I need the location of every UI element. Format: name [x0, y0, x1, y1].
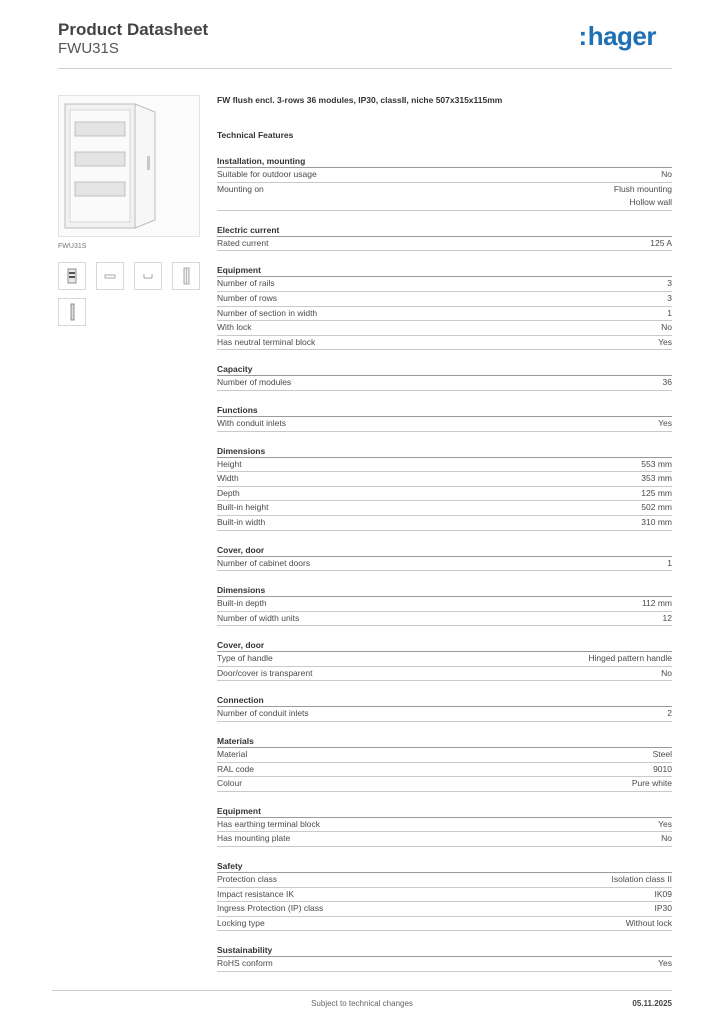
feature-value-text: Yes [658, 818, 672, 829]
feature-row [217, 472, 672, 487]
feature-row [217, 237, 672, 252]
feature-value-text: IP30 [654, 903, 672, 914]
feature-label: Number of section in width [217, 307, 318, 318]
feature-value [614, 183, 672, 210]
feature-section [217, 544, 672, 572]
feature-label: Has mounting plate [217, 833, 291, 844]
feature-value-text: Hollow wall [629, 197, 672, 208]
thumbnail-rear-view[interactable] [172, 262, 200, 290]
section-title: Capacity [217, 363, 672, 376]
feature-section [217, 860, 672, 931]
feature-value-text: 1 [667, 307, 672, 318]
feature-value-text: 3 [667, 278, 672, 289]
section-title: Functions [217, 404, 672, 417]
feature-value-text: No [661, 322, 672, 333]
feature-value-text: 3 [667, 292, 672, 303]
feature-row [217, 458, 672, 473]
feature-value [588, 652, 672, 666]
feature-label: Number of conduit inlets [217, 708, 309, 719]
feature-value [663, 376, 672, 390]
feature-value [667, 307, 672, 321]
feature-label: Door/cover is transparent [217, 667, 313, 678]
feature-value [661, 321, 672, 335]
feature-value [667, 277, 672, 291]
feature-section [217, 155, 672, 211]
feature-value-text: 112 mm [641, 598, 672, 609]
feature-value [650, 237, 672, 251]
product-code: FWU31S [58, 40, 119, 57]
product-image [58, 95, 200, 237]
feature-row [217, 501, 672, 516]
feature-sections [217, 155, 672, 972]
feature-label: Mounting on [217, 183, 264, 194]
feature-section [217, 445, 672, 531]
feature-label: Height [217, 458, 242, 469]
feature-value [661, 832, 672, 846]
feature-row [217, 321, 672, 336]
section-title: Electric current [217, 224, 672, 237]
image-caption: FWU31S [58, 243, 87, 250]
feature-row [217, 183, 672, 211]
feature-value-text: Hinged pattern handle [588, 653, 672, 664]
feature-value [641, 516, 672, 530]
feature-row [217, 873, 672, 888]
feature-value [663, 612, 672, 626]
feature-value [658, 336, 672, 350]
feature-row [217, 277, 672, 292]
section-title: Equipment [217, 805, 672, 818]
feature-value-text: No [661, 169, 672, 179]
section-title: Cover, door [217, 544, 672, 557]
feature-value-text: Flush mounting [613, 183, 672, 194]
feature-row [217, 917, 672, 932]
feature-value-text: 9010 [653, 763, 672, 774]
section-title: Equipment [217, 264, 672, 277]
thumbnail-profile-view[interactable] [58, 298, 86, 326]
feature-value-text: IK09 [654, 888, 672, 899]
brand-logo: :hager [578, 21, 656, 51]
feature-label: With conduit inlets [217, 417, 286, 428]
feature-value [641, 458, 672, 472]
thumbnail-side-view[interactable] [134, 262, 162, 290]
feature-section [217, 694, 672, 722]
feature-section [217, 639, 672, 681]
feature-row [217, 597, 672, 612]
feature-value-text: Isolation class II [611, 874, 672, 885]
feature-value-text: Steel [652, 749, 672, 760]
page-header [58, 20, 672, 70]
feature-value [641, 487, 672, 501]
feature-label: Locking type [217, 917, 265, 928]
feature-label: Built-in width [217, 516, 266, 527]
feature-label: Has neutral terminal block [217, 336, 316, 347]
feature-value-text: Without lock [625, 917, 672, 928]
feature-value-text: Yes [658, 958, 672, 969]
feature-section [217, 363, 672, 391]
feature-label: Number of rails [217, 278, 275, 289]
feature-row [217, 376, 672, 391]
feature-row [217, 336, 672, 351]
feature-value-text: 353 mm [641, 473, 672, 484]
feature-value [667, 707, 672, 721]
thumbnail-front-view[interactable] [58, 262, 86, 290]
feature-label: Protection class [217, 874, 277, 885]
feature-label: Built-in height [217, 502, 269, 513]
product-description: FW flush encl. 3-rows 36 modules, IP30, classII, niche 507x315x115mm [217, 95, 503, 105]
feature-row [217, 832, 672, 847]
feature-value [612, 873, 672, 887]
feature-value [661, 667, 672, 681]
feature-row [217, 417, 672, 432]
feature-value-text: Pure white [631, 778, 672, 789]
feature-label: Width [217, 473, 239, 484]
feature-row [217, 777, 672, 792]
feature-value [632, 777, 672, 791]
header-divider [58, 68, 672, 69]
feature-value [655, 888, 673, 902]
feature-value [626, 917, 672, 931]
feature-row [217, 957, 672, 972]
feature-section [217, 944, 672, 972]
feature-value-text: Yes [658, 417, 672, 428]
feature-label: Built-in depth [217, 598, 267, 609]
feature-row [217, 516, 672, 531]
feature-label: With lock [217, 322, 252, 333]
feature-row [217, 612, 672, 627]
feature-section [217, 584, 672, 626]
feature-label: Type of handle [217, 653, 273, 664]
feature-value-text: 36 [662, 377, 672, 388]
feature-label: Number of width units [217, 612, 300, 623]
feature-label: Suitable for outdoor usage [217, 169, 317, 179]
feature-value-text: 553 mm [641, 458, 672, 469]
feature-section [217, 735, 672, 792]
feature-value-text: 2 [667, 708, 672, 719]
section-title: Dimensions [217, 445, 672, 458]
feature-section [217, 224, 672, 252]
thumbnail-top-view[interactable] [96, 262, 124, 290]
feature-row [217, 487, 672, 502]
feature-label: Has earthing terminal block [217, 818, 320, 829]
section-title: Dimensions [217, 584, 672, 597]
feature-value [655, 902, 673, 916]
feature-label: Rated current [217, 237, 269, 248]
feature-row [217, 818, 672, 833]
feature-label: Ingress Protection (IP) class [217, 903, 324, 914]
page-title: Product Datasheet [58, 20, 209, 39]
feature-label: Number of cabinet doors [217, 557, 311, 568]
feature-section [217, 264, 672, 350]
feature-row [217, 707, 672, 722]
feature-label: RoHS conform [217, 958, 273, 969]
feature-value [641, 501, 672, 515]
feature-row [217, 763, 672, 778]
feature-value-text: Yes [658, 336, 672, 347]
feature-value-text: No [661, 667, 672, 678]
feature-label: Number of rows [217, 292, 277, 303]
feature-row [217, 667, 672, 682]
feature-row [217, 168, 672, 183]
feature-row [217, 307, 672, 322]
feature-row [217, 902, 672, 917]
feature-row [217, 557, 672, 572]
feature-row [217, 652, 672, 667]
section-title: Safety [217, 860, 672, 873]
section-title: Installation, mounting [217, 155, 672, 168]
feature-value [658, 957, 672, 971]
feature-value-text: 12 [662, 612, 672, 623]
footer-divider [52, 990, 672, 991]
feature-row [217, 748, 672, 763]
feature-value [658, 818, 672, 832]
feature-value-text: No [661, 833, 672, 844]
feature-row [217, 888, 672, 903]
feature-value-text: 310 mm [641, 516, 672, 527]
section-title: Connection [217, 694, 672, 707]
section-title: Materials [217, 735, 672, 748]
feature-label: Number of modules [217, 377, 292, 388]
feature-row [217, 292, 672, 307]
feature-value [641, 472, 672, 486]
feature-label: Depth [217, 487, 240, 498]
section-title: Cover, door [217, 639, 672, 652]
feature-value [653, 763, 672, 777]
feature-value [667, 292, 672, 306]
feature-label: RAL code [217, 763, 255, 774]
feature-value-text: 502 mm [641, 502, 672, 513]
feature-value [653, 748, 672, 762]
feature-value [667, 557, 672, 571]
feature-label: Colour [217, 778, 243, 789]
footer-date: 05.11.2025 [632, 999, 672, 1008]
feature-value [661, 168, 672, 182]
feature-label: Material [217, 749, 248, 760]
feature-value [658, 417, 672, 431]
footer-note: Subject to technical changes [311, 999, 413, 1008]
feature-value-text: 125 mm [641, 487, 672, 498]
brand-logo-text: hager [587, 21, 656, 51]
feature-section [217, 805, 672, 847]
technical-features-heading: Technical Features [217, 130, 294, 140]
feature-section [217, 404, 672, 432]
feature-value-text: 125 A [650, 237, 672, 248]
feature-value-text: 1 [667, 557, 672, 568]
feature-value [642, 597, 672, 611]
section-title: Sustainability [217, 944, 672, 957]
feature-label: Impact resistance IK [217, 888, 295, 899]
datasheet-content [217, 94, 672, 972]
